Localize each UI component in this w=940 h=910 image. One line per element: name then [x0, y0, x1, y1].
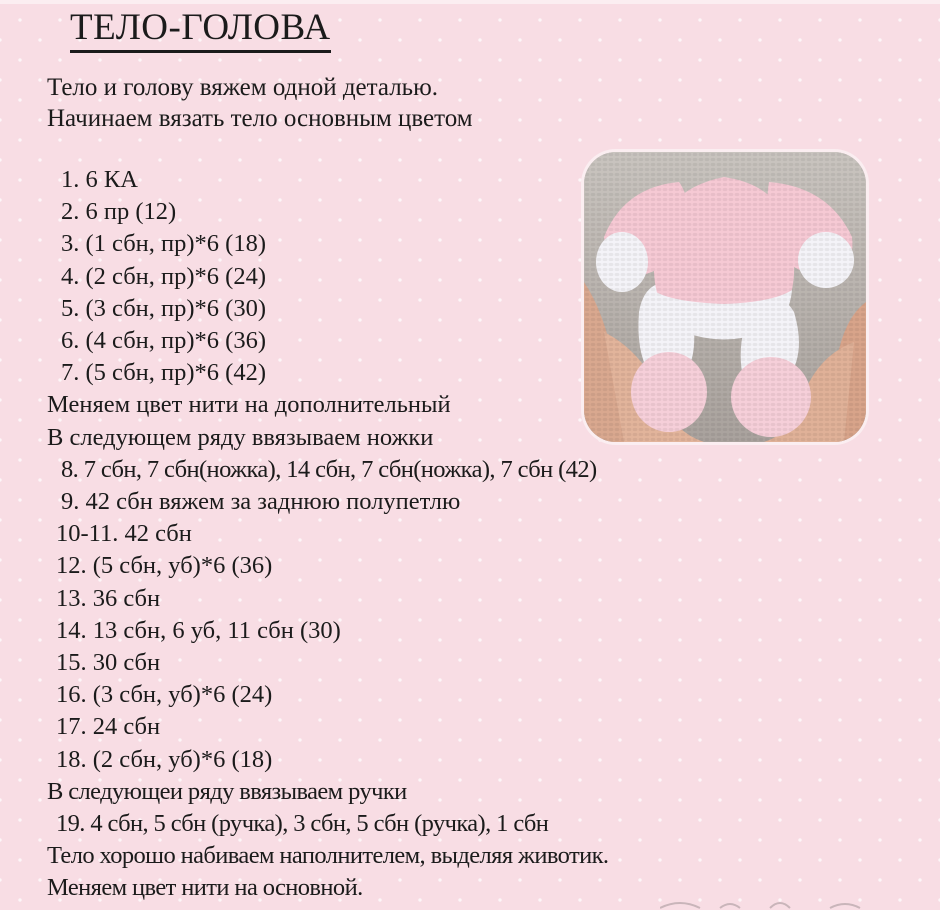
intro-line: Начинаем вязать тело основным цветом	[47, 105, 473, 132]
instruction-note: В следующеи ряду ввязываем ручки	[47, 777, 407, 805]
pattern-row: 4. (2 сбн, пр)*6 (24)	[61, 262, 266, 290]
watermark-icon	[660, 896, 880, 910]
intro-text	[47, 72, 473, 134]
page-title: ТЕЛО-ГОЛОВА	[70, 6, 331, 53]
bunny-photo	[584, 152, 866, 442]
instruction-note: Меняем цвет нити на дополнительный	[47, 391, 451, 419]
pattern-row: 16. (3 сбн, уб)*6 (24)	[56, 681, 273, 709]
pattern-row: 8. 7 сбн, 7 сбн(ножка), 14 сбн, 7 сбн(ножка), 7 сбн (42)	[61, 455, 597, 483]
pattern-row: 14. 13 сбн, 6 уб, 11 сбн (30)	[56, 616, 341, 644]
pattern-row: 12. (5 сбн, уб)*6 (36)	[56, 552, 273, 580]
instruction-note: Меняем цвет нити на основной.	[47, 874, 363, 902]
pattern-row: 9. 42 сбн вяжем за заднюю полупетлю	[61, 488, 461, 516]
pattern-row: 15. 30 сбн	[56, 649, 161, 677]
intro-line: Тело и голову вяжем одной деталью.	[47, 74, 439, 101]
pattern-row: 6. (4 сбн, пр)*6 (36)	[61, 327, 266, 355]
top-border	[0, 0, 940, 4]
pattern-row: 17. 24 сбн	[56, 713, 161, 741]
instruction-note: В следующем ряду ввязываем ножки	[47, 423, 434, 451]
pattern-row: 7. (5 сбн, пр)*6 (42)	[61, 359, 266, 387]
pattern-row: 3. (1 сбн, пр)*6 (18)	[61, 230, 266, 258]
pattern-row: 18. (2 сбн, уб)*6 (18)	[56, 745, 273, 773]
pattern-row: 2. 6 пр (12)	[61, 198, 177, 226]
pattern-row: 10-11. 42 сбн	[56, 520, 192, 548]
pattern-row: 13. 36 сбн	[56, 584, 161, 612]
pattern-row: 5. (3 сбн, пр)*6 (30)	[61, 294, 266, 322]
pattern-row: 1. 6 КА	[61, 166, 138, 193]
photo-bunny-icon	[584, 152, 866, 442]
instruction-note: Тело хорошо набиваем наполнителем, выделяя животик.	[47, 842, 609, 870]
pattern-row: 19. 4 сбн, 5 сбн (ручка), 3 сбн, 5 сбн (ручка), 1 сбн	[56, 810, 549, 838]
pattern-rows	[47, 164, 608, 905]
